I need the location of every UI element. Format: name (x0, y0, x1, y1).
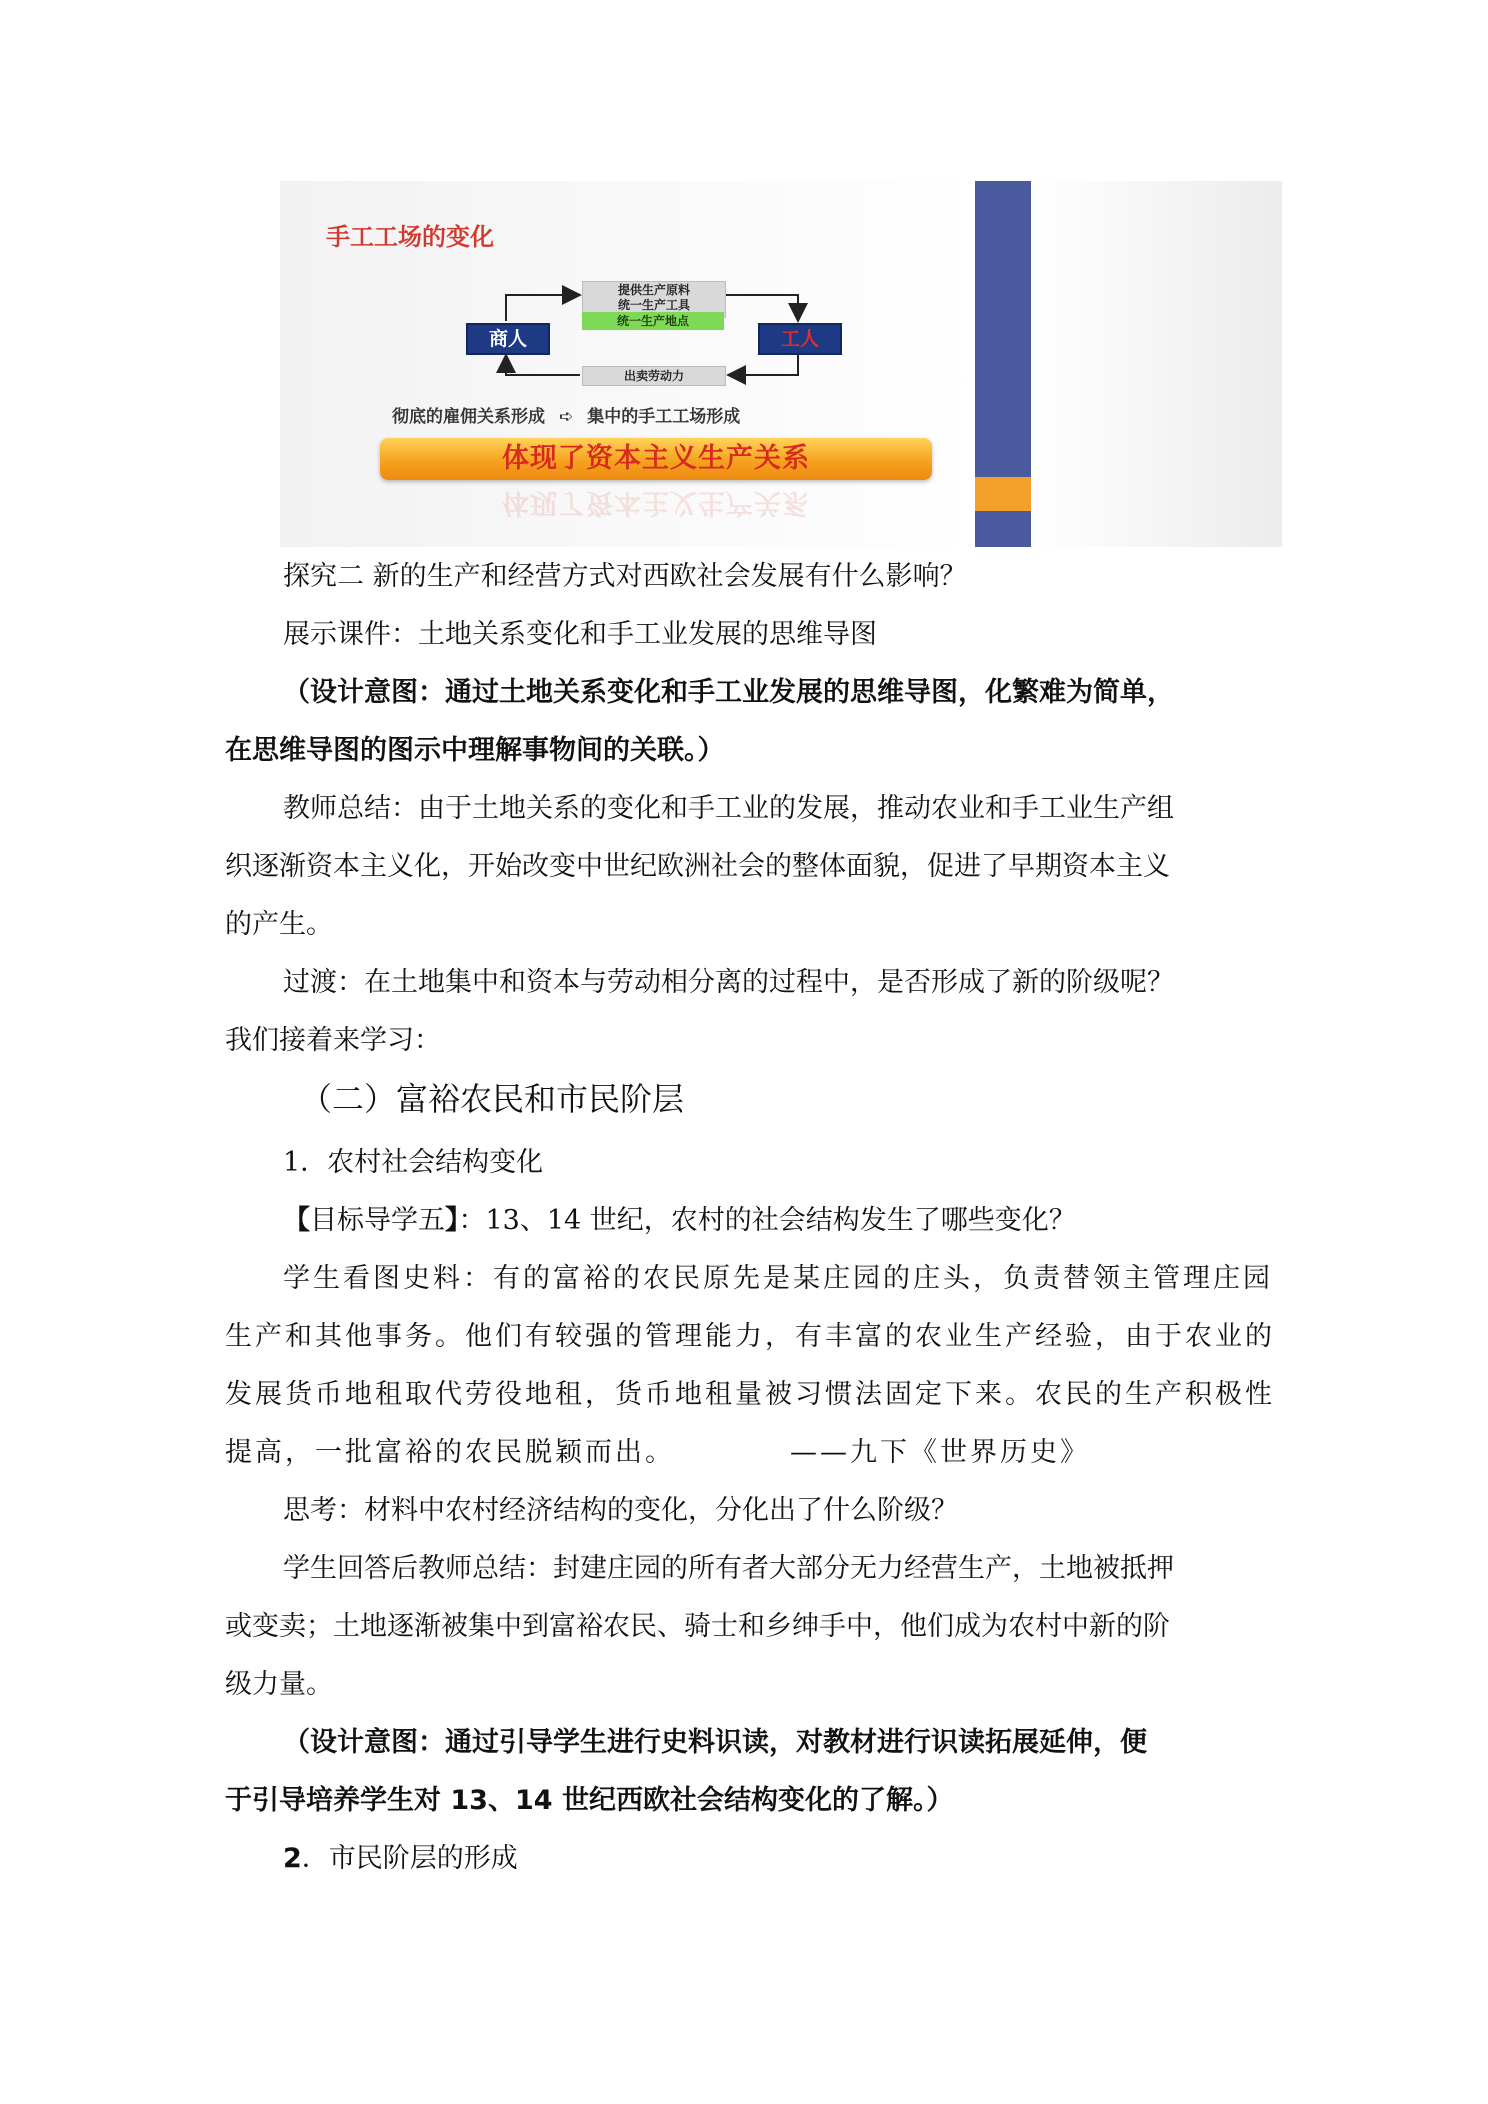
result-left: 彻底的雇佣关系形成 (392, 407, 545, 427)
section-heading: （二）富裕农民和市民阶层 (300, 1080, 685, 1118)
slide-image (280, 181, 1282, 547)
think-question: 思考：材料中农村经济结构的变化，分化出了什么阶级？ (283, 1495, 958, 1526)
answer-summary-line-2: 或变卖；土地逐渐被集中到富裕农民、骑士和乡绅手中，他们成为农村中新的阶 (225, 1611, 1170, 1642)
goal-bracket-open: 【 (283, 1205, 310, 1236)
subsection-heading-1: 1．农村社会结构变化 (283, 1147, 544, 1178)
design-intent-2-line-2: 于引导培养学生对 13、14 世纪西欧社会结构变化的了解。） (225, 1785, 954, 1816)
goal-label: 目标导学五 (310, 1205, 445, 1236)
source-material-line-1: 学生看图史料：有的富裕的农民原先是某庄园的庄头，负责替领主管理庄园 (283, 1263, 1273, 1294)
paragraph-show-courseware: 展示课件：土地关系变化和手工业发展的思维导图 (283, 619, 877, 650)
slide-result-line (392, 402, 740, 427)
teacher-summary-line-1: 教师总结：由于土地关系的变化和手工业的发展，推动农业和手工业生产组 (283, 793, 1174, 824)
design-intent-1-line-2: 在思维导图的图示中理解事物间的关联。） (225, 735, 725, 766)
provide-line-2: 统一生产工具 (617, 298, 690, 312)
transition-line-1: 过渡：在土地集中和资本与劳动相分离的过程中，是否形成了新的阶级呢？ (283, 967, 1174, 998)
answer-summary-line-3: 级力量。 (225, 1669, 333, 1700)
teacher-summary-line-2: 织逐渐资本主义化，开始改变中世纪欧洲社会的整体面貌，促进了早期资本主义 (225, 851, 1170, 882)
answer-summary-line-1: 学生回答后教师总结：封建庄园的所有者大部分无力经营生产，土地被抵押 (283, 1553, 1174, 1584)
goal-text: ：13、14 世纪，农村的社会结构发生了哪些变化？ (458, 1205, 1076, 1236)
merchant-box: 商人 (466, 323, 550, 355)
slide-banner-reflection: 体现了资本主义生产关系 (502, 487, 810, 518)
subsection-heading-2 (283, 1839, 518, 1879)
hollow-arrow-icon: ➪ (559, 407, 574, 427)
labor-box: 出卖劳动力 (582, 366, 726, 386)
provide-line-1: 提供生产原料 (617, 283, 690, 297)
slide-orange-accent (975, 477, 1031, 511)
paragraph-explore-two: 探究二 新的生产和经营方式对西欧社会发展有什么影响？ (283, 561, 967, 592)
subsection-2-number: 2 (283, 1843, 302, 1874)
source-material-line-3: 发展货币地租取代劳役地租，货币地租量被习惯法固定下来。农民的生产积极性 (225, 1379, 1275, 1410)
worker-box: 工人 (758, 323, 842, 355)
place-box: 统一生产地点 (582, 312, 724, 330)
arrow-labor-to-merchant (506, 357, 580, 375)
transition-line-2: 我们接着来学习： (225, 1025, 441, 1056)
arrow-merchant-to-provide (506, 295, 578, 321)
design-intent-1-line-1: （设计意图：通过土地关系变化和手工业发展的思维导图，化繁难为简单， (283, 677, 1174, 708)
goal-guide-five (283, 1201, 1076, 1241)
teacher-summary-line-3: 的产生。 (225, 909, 333, 940)
arrow-provide-to-worker (726, 295, 798, 319)
slide-title: 手工工场的变化 (326, 223, 494, 251)
design-intent-2-line-1: （设计意图：通过引导学生进行史料识读，对教材进行识读拓展延伸，便 (283, 1727, 1147, 1758)
source-citation: ——九下《世界历史》 (790, 1437, 1090, 1468)
slide-right-panel (1031, 181, 1282, 547)
source-material-line-4: 提高，一批富裕的农民脱颖而出。 (225, 1437, 675, 1468)
goal-bracket-close: 】 (445, 1205, 459, 1236)
subsection-2-text: ．市民阶层的形成 (301, 1843, 518, 1874)
result-right: 集中的手工工场形成 (587, 407, 741, 427)
arrow-worker-to-labor (730, 355, 798, 375)
source-material-line-2: 生产和其他事务。他们有较强的管理能力，有丰富的农业生产经验，由于农业的 (225, 1321, 1275, 1352)
slide-banner: 体现了资本主义生产关系 (380, 438, 932, 480)
